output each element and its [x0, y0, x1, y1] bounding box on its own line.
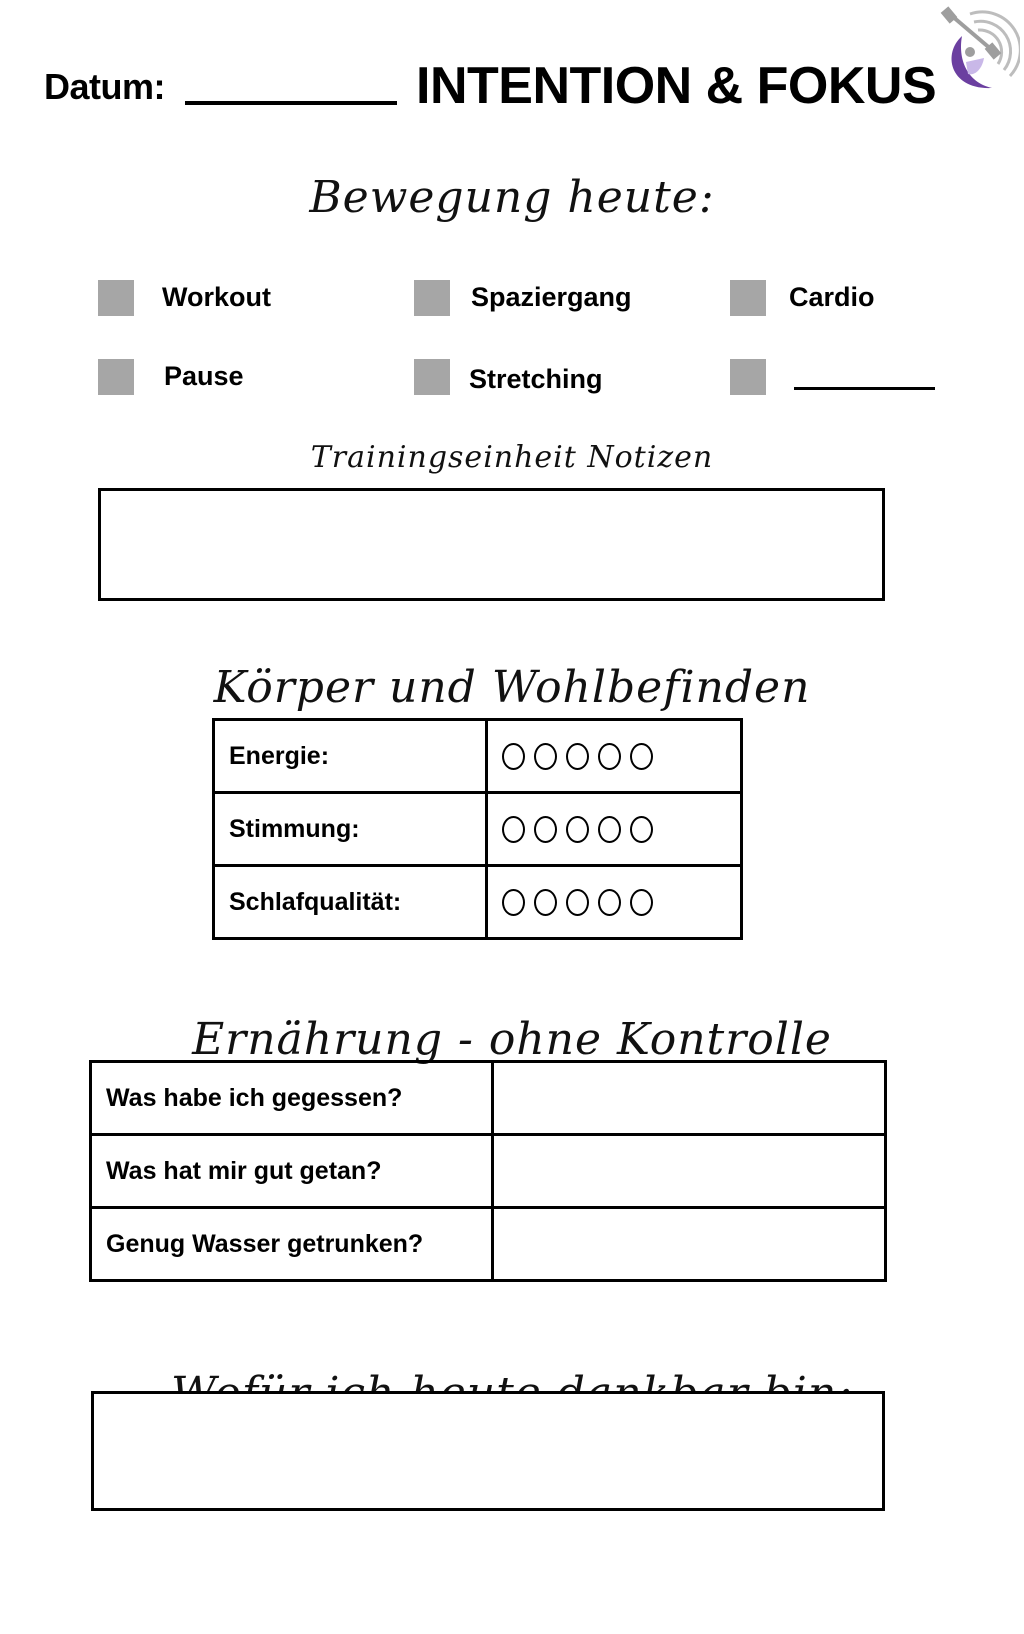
- rating-circle-icon[interactable]: [598, 743, 621, 770]
- fitness-barbell-logo-icon: [940, 6, 1020, 92]
- page-title: INTENTION & FOKUS: [416, 57, 937, 115]
- rating-circle-icon[interactable]: [502, 889, 525, 916]
- rating-circle-icon[interactable]: [534, 889, 557, 916]
- checkbox-workout[interactable]: [98, 280, 134, 316]
- nutrition-answer-field[interactable]: [493, 1135, 886, 1208]
- nutrition-row: [91, 1135, 886, 1208]
- wellbeing-row: [214, 866, 742, 939]
- date-input-line[interactable]: [185, 101, 397, 105]
- nutrition-answer-field[interactable]: [493, 1208, 886, 1281]
- checkbox-stretching[interactable]: [414, 359, 450, 395]
- rating-circle-icon[interactable]: [630, 889, 653, 916]
- rating-circle-icon[interactable]: [566, 816, 589, 843]
- wellbeing-label: Schlafqualität:: [214, 866, 487, 939]
- rating-circle-icon[interactable]: [598, 889, 621, 916]
- nutrition-question: Was habe ich gegessen?: [91, 1062, 493, 1135]
- checkbox-label-cardio: Cardio: [789, 282, 875, 312]
- checkbox-label-workout: Workout: [162, 282, 271, 312]
- wellbeing-row: [214, 720, 742, 793]
- rating-circle-icon[interactable]: [502, 743, 525, 770]
- checkbox-label-spaziergang: Spaziergang: [471, 282, 632, 312]
- section-heading-wellbeing: Körper und Wohlbefinden: [213, 662, 811, 713]
- rating-circles-energie[interactable]: [487, 720, 742, 793]
- wellbeing-row: [214, 793, 742, 866]
- rating-circle-icon[interactable]: [630, 743, 653, 770]
- rating-circle-icon[interactable]: [566, 743, 589, 770]
- wellbeing-label: Stimmung:: [214, 793, 487, 866]
- date-label: Datum:: [44, 66, 165, 107]
- custom-activity-input-line[interactable]: [794, 387, 935, 390]
- nutrition-question: Was hat mir gut getan?: [91, 1135, 493, 1208]
- rating-circle-icon[interactable]: [598, 816, 621, 843]
- section-heading-training-notes: Trainingseinheit Notizen: [310, 440, 714, 475]
- nutrition-row: [91, 1208, 886, 1281]
- rating-circles-schlafqualitaet[interactable]: [487, 866, 742, 939]
- section-heading-movement: Bewegung heute:: [309, 172, 715, 223]
- nutrition-question: Genug Wasser getrunken?: [91, 1208, 493, 1281]
- rating-circle-icon[interactable]: [566, 889, 589, 916]
- nutrition-row: [91, 1062, 886, 1135]
- training-notes-box[interactable]: [98, 488, 885, 601]
- wellbeing-table: [212, 718, 743, 940]
- rating-circle-icon[interactable]: [534, 816, 557, 843]
- rating-circle-icon[interactable]: [534, 743, 557, 770]
- checkbox-custom[interactable]: [730, 359, 766, 395]
- checkbox-label-pause: Pause: [164, 361, 244, 391]
- rating-circles-stimmung[interactable]: [487, 793, 742, 866]
- checkbox-spaziergang[interactable]: [414, 280, 450, 316]
- checkbox-pause[interactable]: [98, 359, 134, 395]
- gratitude-box[interactable]: [91, 1391, 885, 1511]
- wellbeing-label: Energie:: [214, 720, 487, 793]
- checkbox-label-stretching: Stretching: [469, 364, 603, 394]
- rating-circle-icon[interactable]: [502, 816, 525, 843]
- rating-circle-icon[interactable]: [630, 816, 653, 843]
- nutrition-answer-field[interactable]: [493, 1062, 886, 1135]
- checkbox-cardio[interactable]: [730, 280, 766, 316]
- nutrition-table: [89, 1060, 887, 1282]
- section-heading-nutrition: Ernährung - ohne Kontrolle: [192, 1014, 832, 1065]
